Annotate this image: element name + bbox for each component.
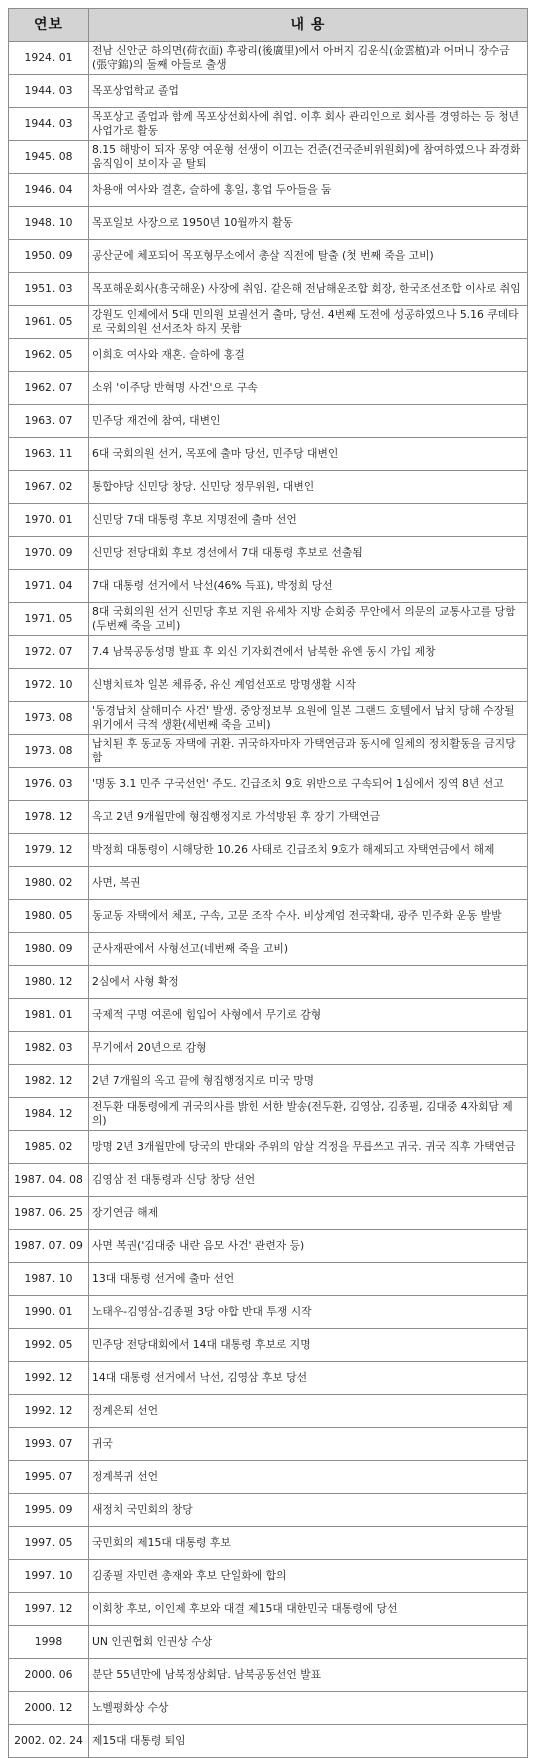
row-date: 1982. 03 xyxy=(9,1032,89,1065)
row-date: 1972. 10 xyxy=(9,669,89,702)
row-event: 신민당 7대 대통령 후보 지명전에 출마 선언 xyxy=(89,504,528,537)
row-date: 1970. 01 xyxy=(9,504,89,537)
table-row xyxy=(9,207,528,240)
row-date: 1948. 10 xyxy=(9,207,89,240)
row-date: 1990. 01 xyxy=(9,1296,89,1329)
row-event: 동교동 자택에서 체포, 구속, 고문 조작 수사. 비상계엄 전국확대, 광주 민주화 운동 발발 xyxy=(89,900,528,933)
row-date: 2000. 06 xyxy=(9,1659,89,1692)
row-date: 1970. 09 xyxy=(9,537,89,570)
row-event: 8대 국회의원 선거 신민당 후보 지원 유세차 지방 순회중 무안에서 의문의 교통사고를 당함(두번째 죽을 고비) xyxy=(89,603,528,636)
table-row xyxy=(9,339,528,372)
table-row xyxy=(9,471,528,504)
row-event: 7.4 남북공동성명 발표 후 외신 기자회견에서 남북한 유엔 동시 가입 제창 xyxy=(89,636,528,669)
row-date: 1992. 05 xyxy=(9,1329,89,1362)
row-date: 1981. 01 xyxy=(9,999,89,1032)
table-row xyxy=(9,1692,528,1725)
row-event: 전두환 대통령에게 귀국의사를 밝힌 서한 발송(전두환, 김영삼, 김종필, 김대중 4자회담 제의) xyxy=(89,1098,528,1131)
table-row xyxy=(9,999,528,1032)
table-row xyxy=(9,570,528,603)
row-date: 1945. 08 xyxy=(9,141,89,174)
row-date: 1973. 08 xyxy=(9,735,89,768)
row-event: 이회창 후보, 이인제 후보와 대결 제15대 대한민국 대통령에 당선 xyxy=(89,1593,528,1626)
table-row xyxy=(9,1362,528,1395)
row-event: 전남 신안군 하의면(荷衣面) 후광리(後廣里)에서 아버지 김운식(金雲植)과 어머니 장수금(張守錦)의 둘째 아들로 출생 xyxy=(89,42,528,75)
header-date: 연보 xyxy=(9,9,89,42)
table-row xyxy=(9,240,528,273)
row-date: 1997. 10 xyxy=(9,1560,89,1593)
row-event: 정계은퇴 선언 xyxy=(89,1395,528,1428)
row-event: 옥고 2년 9개월만에 형집행정지로 가석방된 후 장기 가택연금 xyxy=(89,801,528,834)
row-event: 14대 대통령 선거에서 낙선, 김영삼 후보 당선 xyxy=(89,1362,528,1395)
row-date: 1980. 12 xyxy=(9,966,89,999)
row-event: 김종필 자민련 총재와 후보 단일화에 합의 xyxy=(89,1560,528,1593)
table-row xyxy=(9,1131,528,1164)
table-row xyxy=(9,1296,528,1329)
table-row xyxy=(9,1494,528,1527)
row-event: 정계복귀 선언 xyxy=(89,1461,528,1494)
row-date: 1963. 07 xyxy=(9,405,89,438)
row-date: 1962. 07 xyxy=(9,372,89,405)
row-date: 1980. 02 xyxy=(9,867,89,900)
table-row xyxy=(9,1230,528,1263)
table-row xyxy=(9,1560,528,1593)
table-row xyxy=(9,1032,528,1065)
table-row xyxy=(9,1659,528,1692)
table-body xyxy=(9,42,528,1758)
row-date: 1997. 12 xyxy=(9,1593,89,1626)
row-event: 망명 2년 3개월만에 당국의 반대와 주위의 암살 걱정을 무릅쓰고 귀국. 귀국 직후 가택연금 xyxy=(89,1131,528,1164)
row-event: UN 인권협회 인권상 수상 xyxy=(89,1626,528,1659)
row-event: 6대 국회의원 선거, 목포에 출마 당선, 민주당 대변인 xyxy=(89,438,528,471)
table-row xyxy=(9,504,528,537)
row-date: 1944. 03 xyxy=(9,75,89,108)
header-content: 내 용 xyxy=(89,9,528,42)
table-row xyxy=(9,108,528,141)
table-row xyxy=(9,900,528,933)
row-event: 13대 대통령 선거에 출마 선언 xyxy=(89,1263,528,1296)
row-date: 1992. 12 xyxy=(9,1362,89,1395)
table-row xyxy=(9,768,528,801)
row-date: 1987. 07. 09 xyxy=(9,1230,89,1263)
row-date: 2000. 12 xyxy=(9,1692,89,1725)
row-date: 1993. 07 xyxy=(9,1428,89,1461)
row-event: 분단 55년만에 남북정상회담. 남북공동선언 발표 xyxy=(89,1659,528,1692)
row-date: 2002. 02. 24 xyxy=(9,1725,89,1758)
row-event: 목포해운회사(흥국해운) 사장에 취임. 같은해 전남해운조합 회장, 한국조선조합 이사로 취임 xyxy=(89,273,528,306)
table-row xyxy=(9,1098,528,1131)
row-date: 1987. 06. 25 xyxy=(9,1197,89,1230)
row-date: 1995. 09 xyxy=(9,1494,89,1527)
row-event: 노벨평화상 수상 xyxy=(89,1692,528,1725)
row-event: 국제적 구명 여론에 힘입어 사형에서 무기로 감형 xyxy=(89,999,528,1032)
row-date: 1985. 02 xyxy=(9,1131,89,1164)
row-date: 1962. 05 xyxy=(9,339,89,372)
row-date: 1995. 07 xyxy=(9,1461,89,1494)
row-date: 1984. 12 xyxy=(9,1098,89,1131)
table-row xyxy=(9,966,528,999)
row-date: 1987. 04. 08 xyxy=(9,1164,89,1197)
table-row xyxy=(9,306,528,339)
row-date: 1967. 02 xyxy=(9,471,89,504)
row-event: 민주당 전당대회에서 14대 대통령 후보로 지명 xyxy=(89,1329,528,1362)
row-event: 8.15 해방이 되자 몽양 여운형 선생이 이끄는 건준(건국준비위원회)에 참여하였으나 좌경화 움직임이 보이자 곧 탈퇴 xyxy=(89,141,528,174)
row-event: 공산군에 체포되어 목포형무소에서 총살 직전에 탈출 (첫 번째 죽을 고비) xyxy=(89,240,528,273)
table-row xyxy=(9,1197,528,1230)
table-row xyxy=(9,603,528,636)
row-date: 1972. 07 xyxy=(9,636,89,669)
row-date: 1971. 04 xyxy=(9,570,89,603)
chronology-table xyxy=(8,8,528,1758)
table-row xyxy=(9,1626,528,1659)
row-date: 1951. 03 xyxy=(9,273,89,306)
row-date: 1973. 08 xyxy=(9,702,89,735)
row-date: 1980. 09 xyxy=(9,933,89,966)
row-date: 1978. 12 xyxy=(9,801,89,834)
row-date: 1961. 05 xyxy=(9,306,89,339)
row-event: 민주당 재건에 참여, 대변인 xyxy=(89,405,528,438)
table-row xyxy=(9,1725,528,1758)
row-event: 제15대 대통령 퇴임 xyxy=(89,1725,528,1758)
table-row xyxy=(9,867,528,900)
row-event: '명동 3.1 민주 구국선언' 주도. 긴급조치 9호 위반으로 구속되어 1심에서 징역 8년 선고 xyxy=(89,768,528,801)
table-row xyxy=(9,1065,528,1098)
row-event: 통합야당 신민당 창당. 신민당 정무위원, 대변인 xyxy=(89,471,528,504)
table-row xyxy=(9,273,528,306)
table-row xyxy=(9,372,528,405)
row-event: 박정희 대통령이 시해당한 10.26 사태로 긴급조치 9호가 해제되고 자택연금에서 해제 xyxy=(89,834,528,867)
row-event: 7대 대통령 선거에서 낙선(46% 득표), 박정희 당선 xyxy=(89,570,528,603)
row-event: 납치된 후 동교동 자택에 귀환. 귀국하자마자 가택연금과 동시에 일체의 정치활동을 금지당함 xyxy=(89,735,528,768)
row-event: '동경납치 살해미수 사건' 발생. 중앙정보부 요원에 일본 그랜드 호텔에서 납치 당해 수장될 위기에서 극적 생환(세번째 죽을 고비) xyxy=(89,702,528,735)
row-event: 국민회의 제15대 대통령 후보 xyxy=(89,1527,528,1560)
row-event: 2년 7개월의 옥고 끝에 형집행정지로 미국 망명 xyxy=(89,1065,528,1098)
row-date: 1976. 03 xyxy=(9,768,89,801)
table-row xyxy=(9,1395,528,1428)
table-row xyxy=(9,75,528,108)
table-row xyxy=(9,537,528,570)
table-row xyxy=(9,933,528,966)
row-date: 1992. 12 xyxy=(9,1395,89,1428)
row-date: 1987. 10 xyxy=(9,1263,89,1296)
row-event: 신민당 전당대회 후보 경선에서 7대 대통령 후보로 선출됨 xyxy=(89,537,528,570)
row-date: 1924. 01 xyxy=(9,42,89,75)
row-event: 군사재판에서 사형선고(네번째 죽을 고비) xyxy=(89,933,528,966)
row-event: 2심에서 사형 확정 xyxy=(89,966,528,999)
table-row xyxy=(9,1329,528,1362)
table-row xyxy=(9,702,528,735)
row-date: 1950. 09 xyxy=(9,240,89,273)
table-header-row xyxy=(9,9,528,42)
row-date: 1979. 12 xyxy=(9,834,89,867)
row-event: 소위 '이주당 반혁명 사건'으로 구속 xyxy=(89,372,528,405)
table-row xyxy=(9,174,528,207)
table-row xyxy=(9,636,528,669)
row-event: 새정치 국민회의 창당 xyxy=(89,1494,528,1527)
row-event: 신병치료차 일본 체류중, 유신 계엄선포로 망명생활 시작 xyxy=(89,669,528,702)
row-date: 1971. 05 xyxy=(9,603,89,636)
row-date: 1982. 12 xyxy=(9,1065,89,1098)
table-row xyxy=(9,1527,528,1560)
row-event: 목포일보 사장으로 1950년 10월까지 활동 xyxy=(89,207,528,240)
row-event: 목포상고 졸업과 함께 목포상선회사에 취업. 이후 회사 관리인으로 회사를 경영하는 등 청년 사업가로 활동 xyxy=(89,108,528,141)
row-event: 무기에서 20년으로 감형 xyxy=(89,1032,528,1065)
row-date: 1980. 05 xyxy=(9,900,89,933)
table-row xyxy=(9,141,528,174)
row-date: 1944. 03 xyxy=(9,108,89,141)
table-row xyxy=(9,42,528,75)
row-event: 귀국 xyxy=(89,1428,528,1461)
table-row xyxy=(9,669,528,702)
row-event: 목포상업학교 졸업 xyxy=(89,75,528,108)
row-event: 사면, 복권 xyxy=(89,867,528,900)
row-event: 노태우-김영삼-김종필 3당 야합 반대 투쟁 시작 xyxy=(89,1296,528,1329)
row-event: 차용애 여사와 결혼, 슬하에 홍일, 홍업 두아들을 둠 xyxy=(89,174,528,207)
row-event: 이희호 여사와 재혼. 슬하에 홍걸 xyxy=(89,339,528,372)
row-date: 1946. 04 xyxy=(9,174,89,207)
row-date: 1963. 11 xyxy=(9,438,89,471)
table-row xyxy=(9,438,528,471)
table-row xyxy=(9,1428,528,1461)
row-date: 1997. 05 xyxy=(9,1527,89,1560)
row-date: 1998 xyxy=(9,1626,89,1659)
table-row xyxy=(9,801,528,834)
table-row xyxy=(9,735,528,768)
row-event: 사면 복권('김대중 내란 음모 사건' 관련자 등) xyxy=(89,1230,528,1263)
table-row xyxy=(9,1461,528,1494)
table-row xyxy=(9,1164,528,1197)
row-event: 김영삼 전 대통령과 신당 창당 선언 xyxy=(89,1164,528,1197)
table-row xyxy=(9,405,528,438)
row-event: 장기연금 해제 xyxy=(89,1197,528,1230)
table-row xyxy=(9,1263,528,1296)
table-row xyxy=(9,1593,528,1626)
row-event: 강원도 인제에서 5대 민의원 보궐선거 출마, 당선. 4번째 도전에 성공하였으나 5.16 쿠데타로 국회의원 선서조차 하지 못함 xyxy=(89,306,528,339)
table-row xyxy=(9,834,528,867)
